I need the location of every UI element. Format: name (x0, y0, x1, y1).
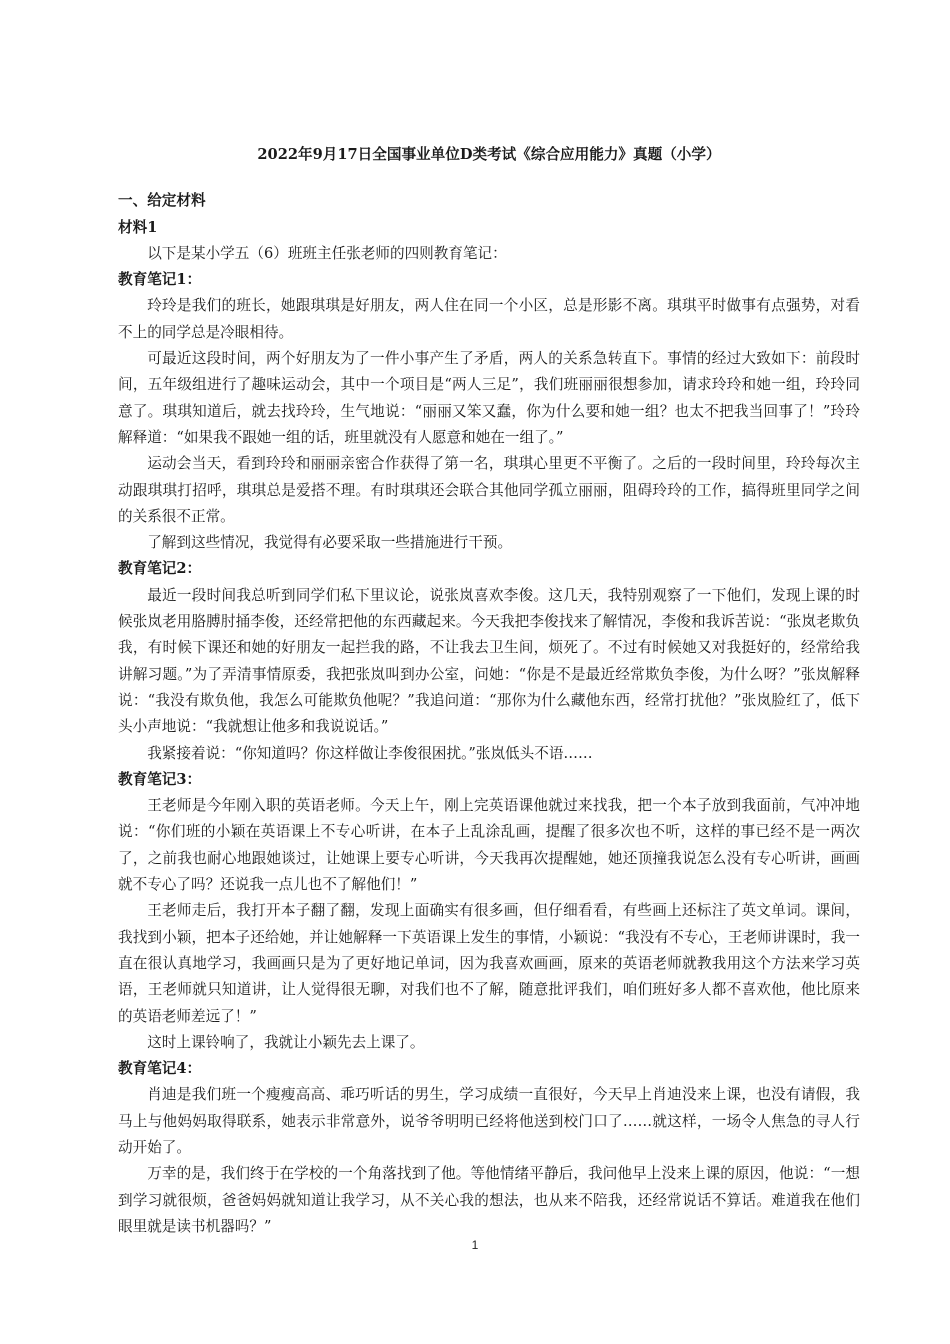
note-paragraph: 玲玲是我们的班长，她跟琪琪是好朋友，两人住在同一个小区，总是形影不离。琪琪平时做事有点强势，对看不上的同学总是冷眼相待。 (118, 297, 860, 341)
note-paragraph: 万幸的是，我们终于在学校的一个角落找到了他。等他情绪平静后，我问他早上没来上课的原因，他说：“一想到学习就很烦，爸爸妈妈就知道让我学习，从不关心我的想法，也从来不陪我，还经常说话不算话。难道我在他们眼里就是读书机器吗？” (118, 1165, 860, 1235)
note-paragraph: 可最近这段时间，两个好朋友为了一件小事产生了矛盾，两人的关系急转直下。事情的经过大致如下：前段时间，五年级组进行了趣味运动会，其中一个项目是“两人三足”，我们班丽丽很想参加，请求玲玲和她一组，玲玲同意了。琪琪知道后，就去找玲玲，生气地说：“丽丽又笨又蠢，你为什么要和她一组？也太不把我当回事了！”玲玲解释道：“如果我不跟她一组的话，班里就没有人愿意和她在一组了。” (118, 350, 860, 446)
note-paragraph: 最近一段时间我总听到同学们私下里议论，说张岚喜欢李俊。这几天，我特别观察了一下他们，发现上课的时候张岚老用胳膊肘捅李俊，还经常把他的东西藏起来。今天我把李俊找来了解情况，李俊和我诉苦说：“张岚老欺负我，有时候下课还和她的好朋友一起拦我的路，不让我去卫生间，烦死了。不过有时候她又对我挺好的，经常给我讲解习题。”为了弄清事情原委，我把张岚叫到办公室，问她：“你是不是最近经常欺负李俊，为什么呀？”张岚解释说：“我没有欺负他，我怎么可能欺负他呢？”我追问道：“那你为什么藏他东西，经常打扰他？”张岚脸红了，低下头小声地说：“我就想让他多和我说说话。” (118, 586, 860, 736)
note-heading: 教育笔记2： (118, 560, 202, 578)
note-paragraph: 王老师走后，我打开本子翻了翻，发现上面确实有很多画，但仔细看看，有些画上还标注了英文单词。课间，我找到小颖，把本子还给她，并让她解释一下英语课上发生的事情，小颖说：“我没有不专心，王老师讲课时，我一直在很认真地学习，我画画只是为了更好地记单词，因为我喜欢画画，原来的英语老师就教我用这个方法来学习英语，王老师就只知道讲，让人觉得很无聊，对我们也不了解，随意批评我们，咱们班好多人都不喜欢他，他比原来的英语老师差远了！” (118, 902, 860, 1025)
material-heading: 材料1 (118, 218, 158, 236)
document-title: 2022年9月17日全国事业单位D类考试《综合应用能力》真题（小学） (257, 146, 721, 163)
note-heading: 教育笔记4： (118, 1060, 202, 1078)
note-paragraph: 王老师是今年刚入职的英语老师。今天上午，刚上完英语课他就过来找我，把一个本子放到我面前，气冲冲地说：“你们班的小颖在英语课上不专心听讲，在本子上乱涂乱画，提醒了很多次也不听，这样的事已经不是一两次了，之前我也耐心地跟她谈过，让她课上要专心听讲，今天我再次提醒她，她还顶撞我说怎么没有专心听讲，画画就不专心了吗？还说我一点儿也不了解他们！” (118, 797, 860, 894)
note-heading: 教育笔记3： (118, 770, 202, 788)
section-heading: 一、给定材料 (118, 192, 206, 210)
note-paragraph: 运动会当天，看到玲玲和丽丽亲密合作获得了第一名，琪琪心里更不平衡了。之后的一段时间里，玲玲每次主动跟琪琪打招呼，琪琪总是爱搭不理。有时琪琪还会联合其他同学孤立丽丽，阻碍玲玲的工作，搞得班里同学之间的关系很不正常。 (118, 455, 860, 525)
document-page (118, 142, 860, 1240)
note-paragraph: 肖迪是我们班一个瘦瘦高高、乖巧听话的男生，学习成绩一直很好，今天早上肖迪没来上课，也没有请假，我马上与他妈妈取得联系，她表示非常意外，说爷爷明明已经将他送到校门口了……就这样，一场令人焦急的寻人行动开始了。 (118, 1086, 860, 1156)
note-paragraph: 我紧接着说：“你知道吗？你这样做让李俊很困扰。”张岚低头不语…… (147, 744, 593, 762)
note-paragraph: 这时上课铃响了，我就让小颖先去上课了。 (147, 1033, 425, 1051)
note-heading: 教育笔记1： (118, 271, 202, 289)
note-paragraph: 了解到这些情况，我觉得有必要采取一些措施进行干预。 (147, 534, 513, 552)
material-intro: 以下是某小学五（6）班班主任张老师的四则教育笔记： (147, 244, 507, 262)
page-number: 1 (471, 1238, 479, 1252)
